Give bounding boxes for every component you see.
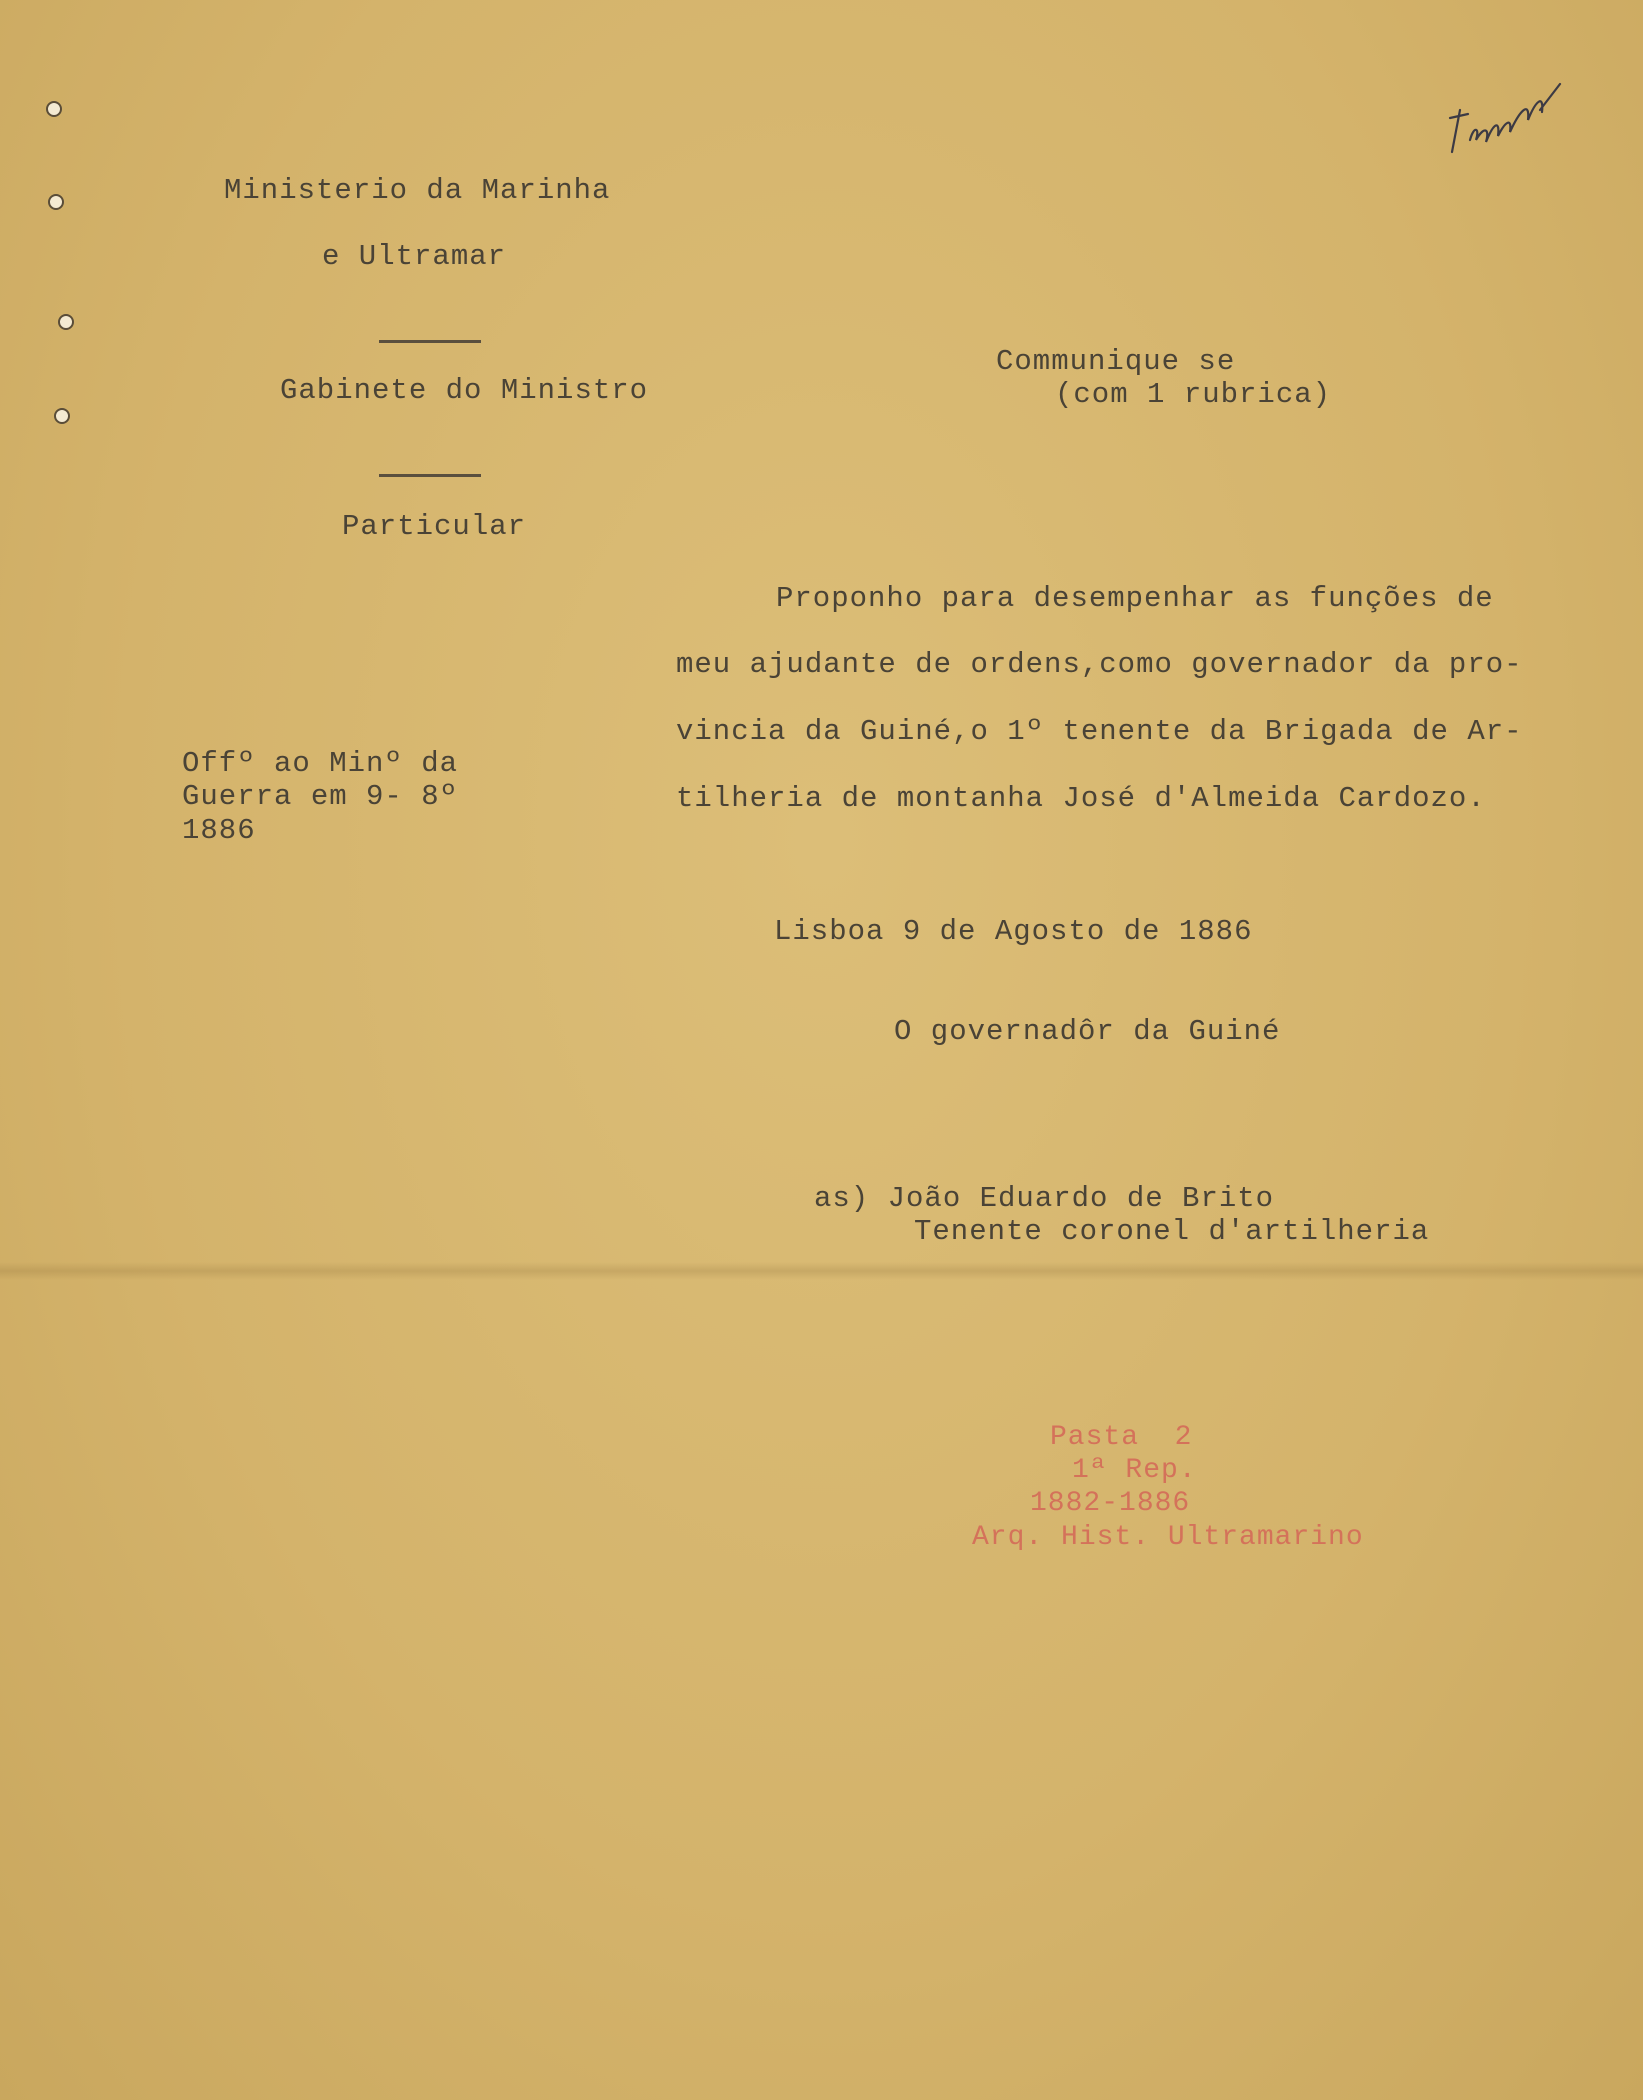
signature-line-1: as) João Eduardo de Brito xyxy=(814,1182,1275,1215)
archive-stamp-line-3: 1882-1886 xyxy=(1030,1488,1191,1519)
divider xyxy=(379,340,481,343)
signature-line-2: Tenente coronel d'artilheria xyxy=(914,1215,1430,1248)
body-line-1: Proponho para desempenhar as funções de xyxy=(776,582,1494,615)
cabinet-label: Gabinete do Ministro xyxy=(280,374,649,407)
ministry-line-2: e Ultramar xyxy=(322,240,507,273)
archive-stamp-line-4: Arq. Hist. Ultramarino xyxy=(972,1522,1364,1553)
body-line-2: meu ajudante de ordens,como governador da pro- xyxy=(676,648,1523,681)
body-line-4: tilheria de montanha José d'Almeida Cardozo. xyxy=(676,782,1486,815)
ministry-line-1: Ministerio da Marinha xyxy=(224,174,611,207)
body-line-3: vincia da Guiné,o 1º tenente da Brigada de Ar- xyxy=(676,715,1523,748)
punch-hole xyxy=(48,194,64,210)
punch-hole xyxy=(54,408,70,424)
punch-hole xyxy=(46,101,62,117)
margin-note-line-3: 1886 xyxy=(182,814,256,847)
classification-label: Particular xyxy=(342,510,527,543)
margin-note-line-1: Offº ao Minº da xyxy=(182,747,459,780)
annotation-line-2: (com 1 rubrica) xyxy=(1055,378,1332,411)
handwritten-initials xyxy=(1440,70,1590,160)
archive-stamp-line-1: Pasta 2 xyxy=(1050,1422,1193,1453)
dateline: Lisboa 9 de Agosto de 1886 xyxy=(774,915,1253,948)
archive-stamp-line-2: 1ª Rep. xyxy=(1072,1455,1197,1486)
divider xyxy=(379,474,481,477)
punch-hole xyxy=(58,314,74,330)
closing: O governadôr da Guiné xyxy=(894,1015,1281,1048)
paper-fold xyxy=(0,1262,1643,1280)
margin-note-line-2: Guerra em 9- 8º xyxy=(182,780,459,813)
annotation-line-1: Communique se xyxy=(996,345,1236,378)
